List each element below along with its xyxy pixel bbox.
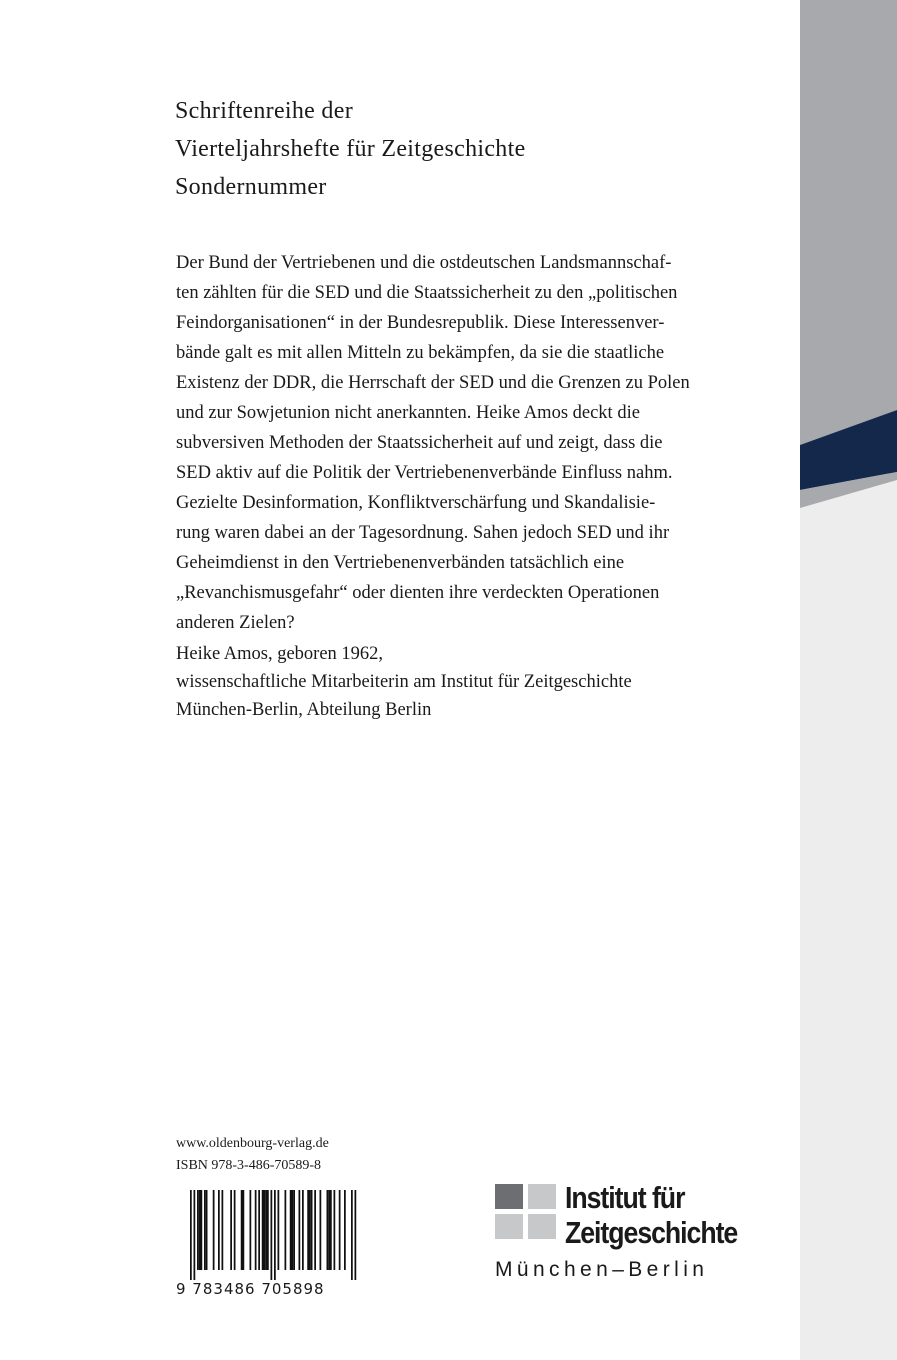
barcode-bar (292, 1190, 294, 1270)
barcode-bar (199, 1190, 201, 1270)
barcode-bar (204, 1190, 206, 1270)
description-line: Der Bund der Vertriebenen und die ostdeutschen Landsmannschaf- (176, 253, 672, 273)
book-description (176, 248, 776, 638)
barcode-bar (351, 1190, 353, 1280)
author-bio-line: wissenschaftliche Mitarbeiterin am Institut für Zeitgeschichte (176, 672, 632, 692)
author-bio-line: Heike Amos, geboren 1962, (176, 644, 384, 664)
barcode-bar (230, 1190, 232, 1270)
logo-name (565, 1180, 737, 1250)
barcode-bar (234, 1190, 236, 1270)
barcode-bar (328, 1190, 330, 1270)
barcode-bar (267, 1190, 269, 1270)
logo-square (495, 1184, 523, 1209)
side-band (800, 0, 897, 1360)
barcode-bar (330, 1190, 332, 1270)
description-line: rung waren dabei an der Tagesordnung. Sahen jedoch SED und ihr (176, 523, 670, 543)
barcode-bar (222, 1190, 224, 1270)
barcode-bar (241, 1190, 243, 1270)
barcode-bar (290, 1190, 292, 1270)
logo-square (528, 1184, 556, 1209)
barcode-bar (218, 1190, 220, 1270)
barcode-bar (262, 1190, 264, 1270)
logo-line-1: Institut für (565, 1180, 685, 1215)
barcode-bar (213, 1190, 215, 1270)
barcode-bar (206, 1190, 208, 1270)
side-band-stripes (800, 0, 897, 1360)
logo-line-2: Zeitgeschichte (565, 1215, 738, 1250)
barcode-bar (250, 1190, 252, 1270)
series-title-line: Schriftenreihe der (175, 98, 353, 124)
publisher-website: www.oldenbourg-verlag.de (176, 1136, 329, 1151)
barcode-bar (274, 1190, 276, 1280)
barcode-bar (278, 1190, 280, 1270)
description-line: anderen Zielen? (176, 613, 295, 633)
gray-top-panel (800, 0, 897, 445)
barcode-bar (327, 1190, 329, 1270)
description-line: und zur Sowjetunion nicht anerkannten. Heike Amos deckt die (176, 403, 640, 423)
barcode-bar (302, 1190, 304, 1270)
series-title-line: Sondernummer (175, 174, 327, 200)
description-line: subversiven Methoden der Staatssicherheit auf und zeigt, dass die (176, 433, 663, 453)
barcode-bar (293, 1190, 295, 1270)
author-bio-line: München-Berlin, Abteilung Berlin (176, 700, 432, 720)
description-line: bände galt es mit allen Mitteln zu bekämpfen, da sie die staatliche (176, 343, 665, 363)
description-line: Feindorganisationen“ in der Bundesrepublik. Diese Interessenver- (176, 313, 665, 333)
barcode-bar (285, 1190, 287, 1270)
description-line: ten zählten für die SED und die Staatssicherheit zu den „politischen (176, 283, 678, 303)
logo-square (528, 1214, 556, 1239)
logo-city: München–Berlin (495, 1258, 709, 1281)
barcode-bar (320, 1190, 322, 1270)
barcode-number: 9 783486 705898 (176, 1280, 325, 1298)
barcode-bar (258, 1190, 260, 1270)
barcode-bar (271, 1190, 273, 1280)
series-title (175, 92, 775, 206)
description-line: Geheimdienst in den Vertriebenenverbänden tatsächlich eine (176, 553, 625, 573)
barcode-bar (339, 1190, 341, 1270)
description-line: Gezielte Desinformation, Konfliktverschärfung und Skandalisie- (176, 493, 656, 513)
barcode-bar (201, 1190, 203, 1270)
author-bio (176, 640, 776, 724)
description-line: Existenz der DDR, die Herrschaft der SED und die Grenzen zu Polen (176, 373, 690, 393)
imprint (176, 1133, 329, 1177)
barcode-bar (311, 1190, 313, 1270)
logo-square (495, 1214, 523, 1239)
description-line: SED aktiv auf die Politik der Vertriebenenverbände Einfluss nahm. (176, 463, 673, 483)
barcode-bar (243, 1190, 245, 1270)
barcode-bar (265, 1190, 267, 1270)
barcode-bar (314, 1190, 316, 1270)
barcode-bar (255, 1190, 257, 1270)
institute-logo (495, 1180, 765, 1290)
isbn: ISBN 978-3-486-70589-8 (176, 1158, 322, 1173)
barcode-bar (264, 1190, 266, 1270)
barcode-bar (299, 1190, 301, 1270)
barcode (176, 1190, 366, 1282)
series-title-line: Vierteljahrshefte für Zeitgeschichte (175, 136, 526, 162)
barcode-bar (307, 1190, 309, 1270)
barcode-bar (344, 1190, 346, 1270)
barcode-bar (194, 1190, 196, 1280)
barcode-bar (197, 1190, 199, 1270)
barcode-bar (309, 1190, 311, 1270)
barcode-bar (355, 1190, 357, 1280)
barcode-bar (190, 1190, 192, 1280)
description-line: „Revanchismusgefahr“ oder dienten ihre verdeckten Operationen (176, 583, 660, 603)
barcode-bar (334, 1190, 336, 1270)
